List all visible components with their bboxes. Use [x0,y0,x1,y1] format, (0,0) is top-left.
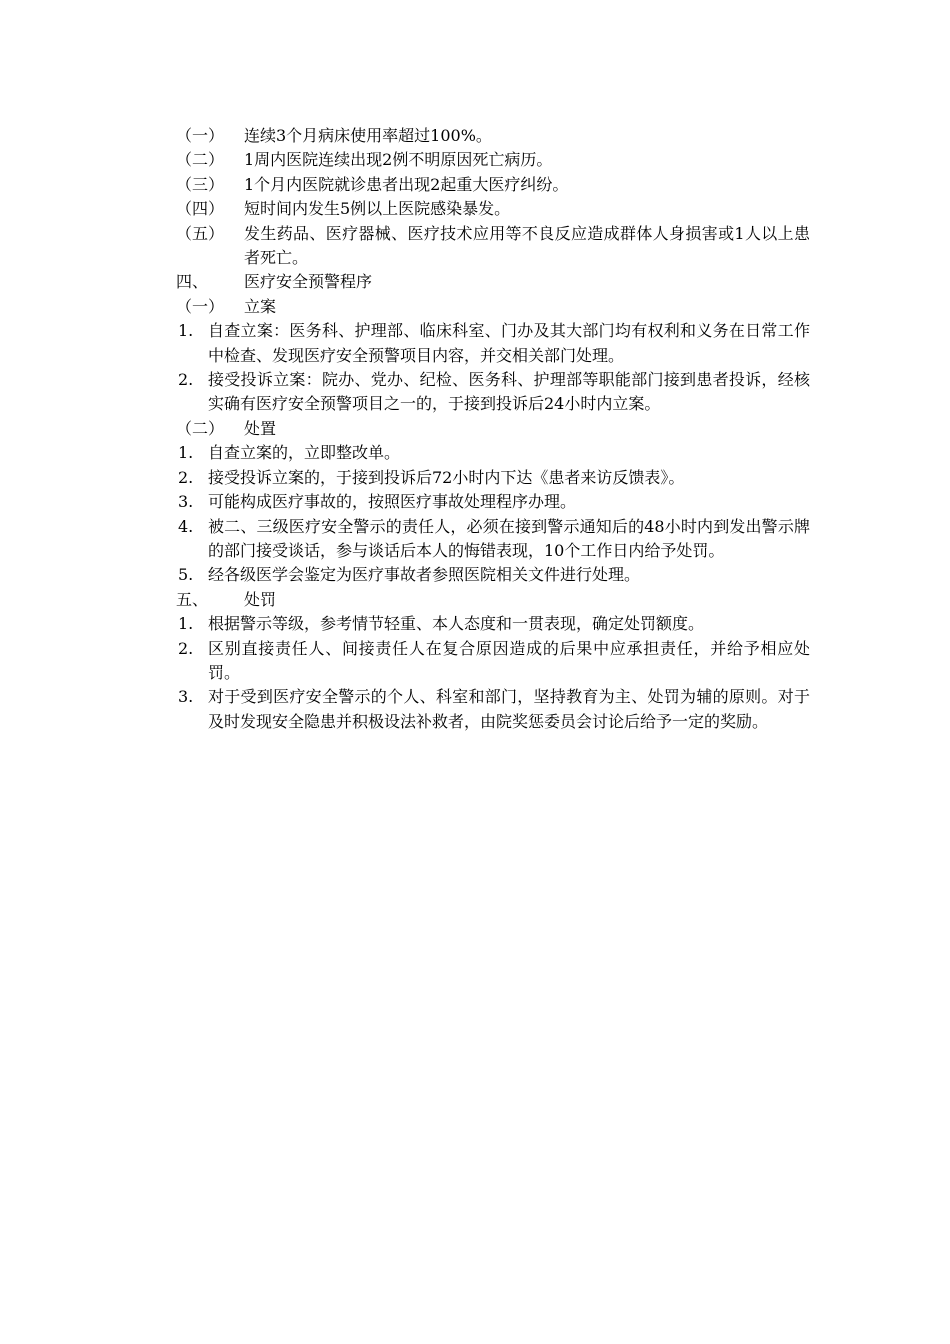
item-number: 2. [178,467,194,487]
item-number: 3. [178,687,194,707]
item-number: 3. [178,492,194,512]
item-number: 5. [178,565,194,585]
item-number: 1. [178,321,194,341]
item-text: 1个月内医院就诊患者出现2起重大医疗纠纷。 [244,174,569,194]
numbered-item [176,441,810,465]
item-text: 接受投诉立案：院办、党办、纪检、医务科、护理部等职能部门接到患者投诉，经核实确有医疗安全预警项目之一的，于接到投诉后24小时内立案。 [208,370,810,414]
item-text: 自查立案：医务科、护理部、临床科室、门办及其大部门均有权利和义务在日常工作中检查、发现医疗安全预警项目内容，并交相关部门处理。 [208,321,810,365]
section-title: 医疗安全预警程序 [244,272,373,292]
item-text: 1周内医院连续出现2例不明原因死亡病历。 [244,150,553,170]
section-title: 处罚 [244,589,277,609]
list-item [176,173,810,197]
numbered-item [176,685,810,734]
section-number: 四、 [176,272,209,292]
item-text: 短时间内发生5例以上医院感染暴发。 [244,199,511,219]
list-item [176,124,810,148]
item-text: 发生药品、医疗器械、医疗技术应用等不良反应造成群体人身损害或1人以上患者死亡。 [244,223,810,268]
item-number: 1. [178,443,194,463]
numbered-item [176,319,810,368]
item-number: 4. [178,516,194,536]
item-marker: （三） [176,174,225,194]
numbered-item [176,612,810,636]
subsection-heading [176,295,810,319]
section-heading [176,588,810,612]
subsection-number: （二） [176,418,225,438]
item-text: 根据警示等级，参考情节轻重、本人态度和一贯表现，确定处罚额度。 [208,614,705,634]
subsection-title: 立案 [244,296,277,316]
numbered-item [176,637,810,686]
item-text: 区别直接责任人、间接责任人在复合原因造成的后果中应承担责任，并给予相应处罚。 [208,638,810,682]
item-text: 对于受到医疗安全警示的个人、科室和部门，坚持教育为主、处罚为辅的原则。对于及时发现安全隐患并积极设法补救者，由院奖惩委员会讨论后给予一定的奖励。 [208,687,810,731]
item-number: 2. [178,370,194,390]
numbered-item [176,563,810,587]
list-item [176,197,810,221]
item-text: 接受投诉立案的，于接到投诉后72小时内下达《患者来访反馈表》。 [208,467,685,487]
numbered-item [176,368,810,417]
item-number: 2. [178,638,194,658]
numbered-item [176,466,810,490]
subsection-number: （一） [176,296,225,316]
numbered-item [176,490,810,514]
item-marker: （五） [176,223,225,243]
item-marker: （一） [176,126,225,145]
numbered-item [176,515,810,564]
section-heading [176,270,810,294]
section-number: 五、 [176,589,209,609]
subsection-title: 处置 [244,418,277,438]
item-text: 可能构成医疗事故的，按照医疗事故处理程序办理。 [208,492,577,512]
list-item [176,148,810,172]
item-marker: （四） [176,199,225,219]
list-item [176,222,810,271]
item-marker: （二） [176,150,225,170]
subsection-heading [176,417,810,441]
item-text: 自查立案的，立即整改单。 [208,443,401,463]
item-number: 1. [178,614,194,634]
document-body [176,124,810,734]
item-text: 经各级医学会鉴定为医疗事故者参照医院相关文件进行处理。 [208,565,641,585]
item-text: 被二、三级医疗安全警示的责任人，必须在接到警示通知后的48小时内到发出警示牌的部门接受谈话，参与谈话后本人的悔错表现，10个工作日内给予处罚。 [208,516,810,560]
item-text: 连续3个月病床使用率超过100%。 [244,126,492,145]
